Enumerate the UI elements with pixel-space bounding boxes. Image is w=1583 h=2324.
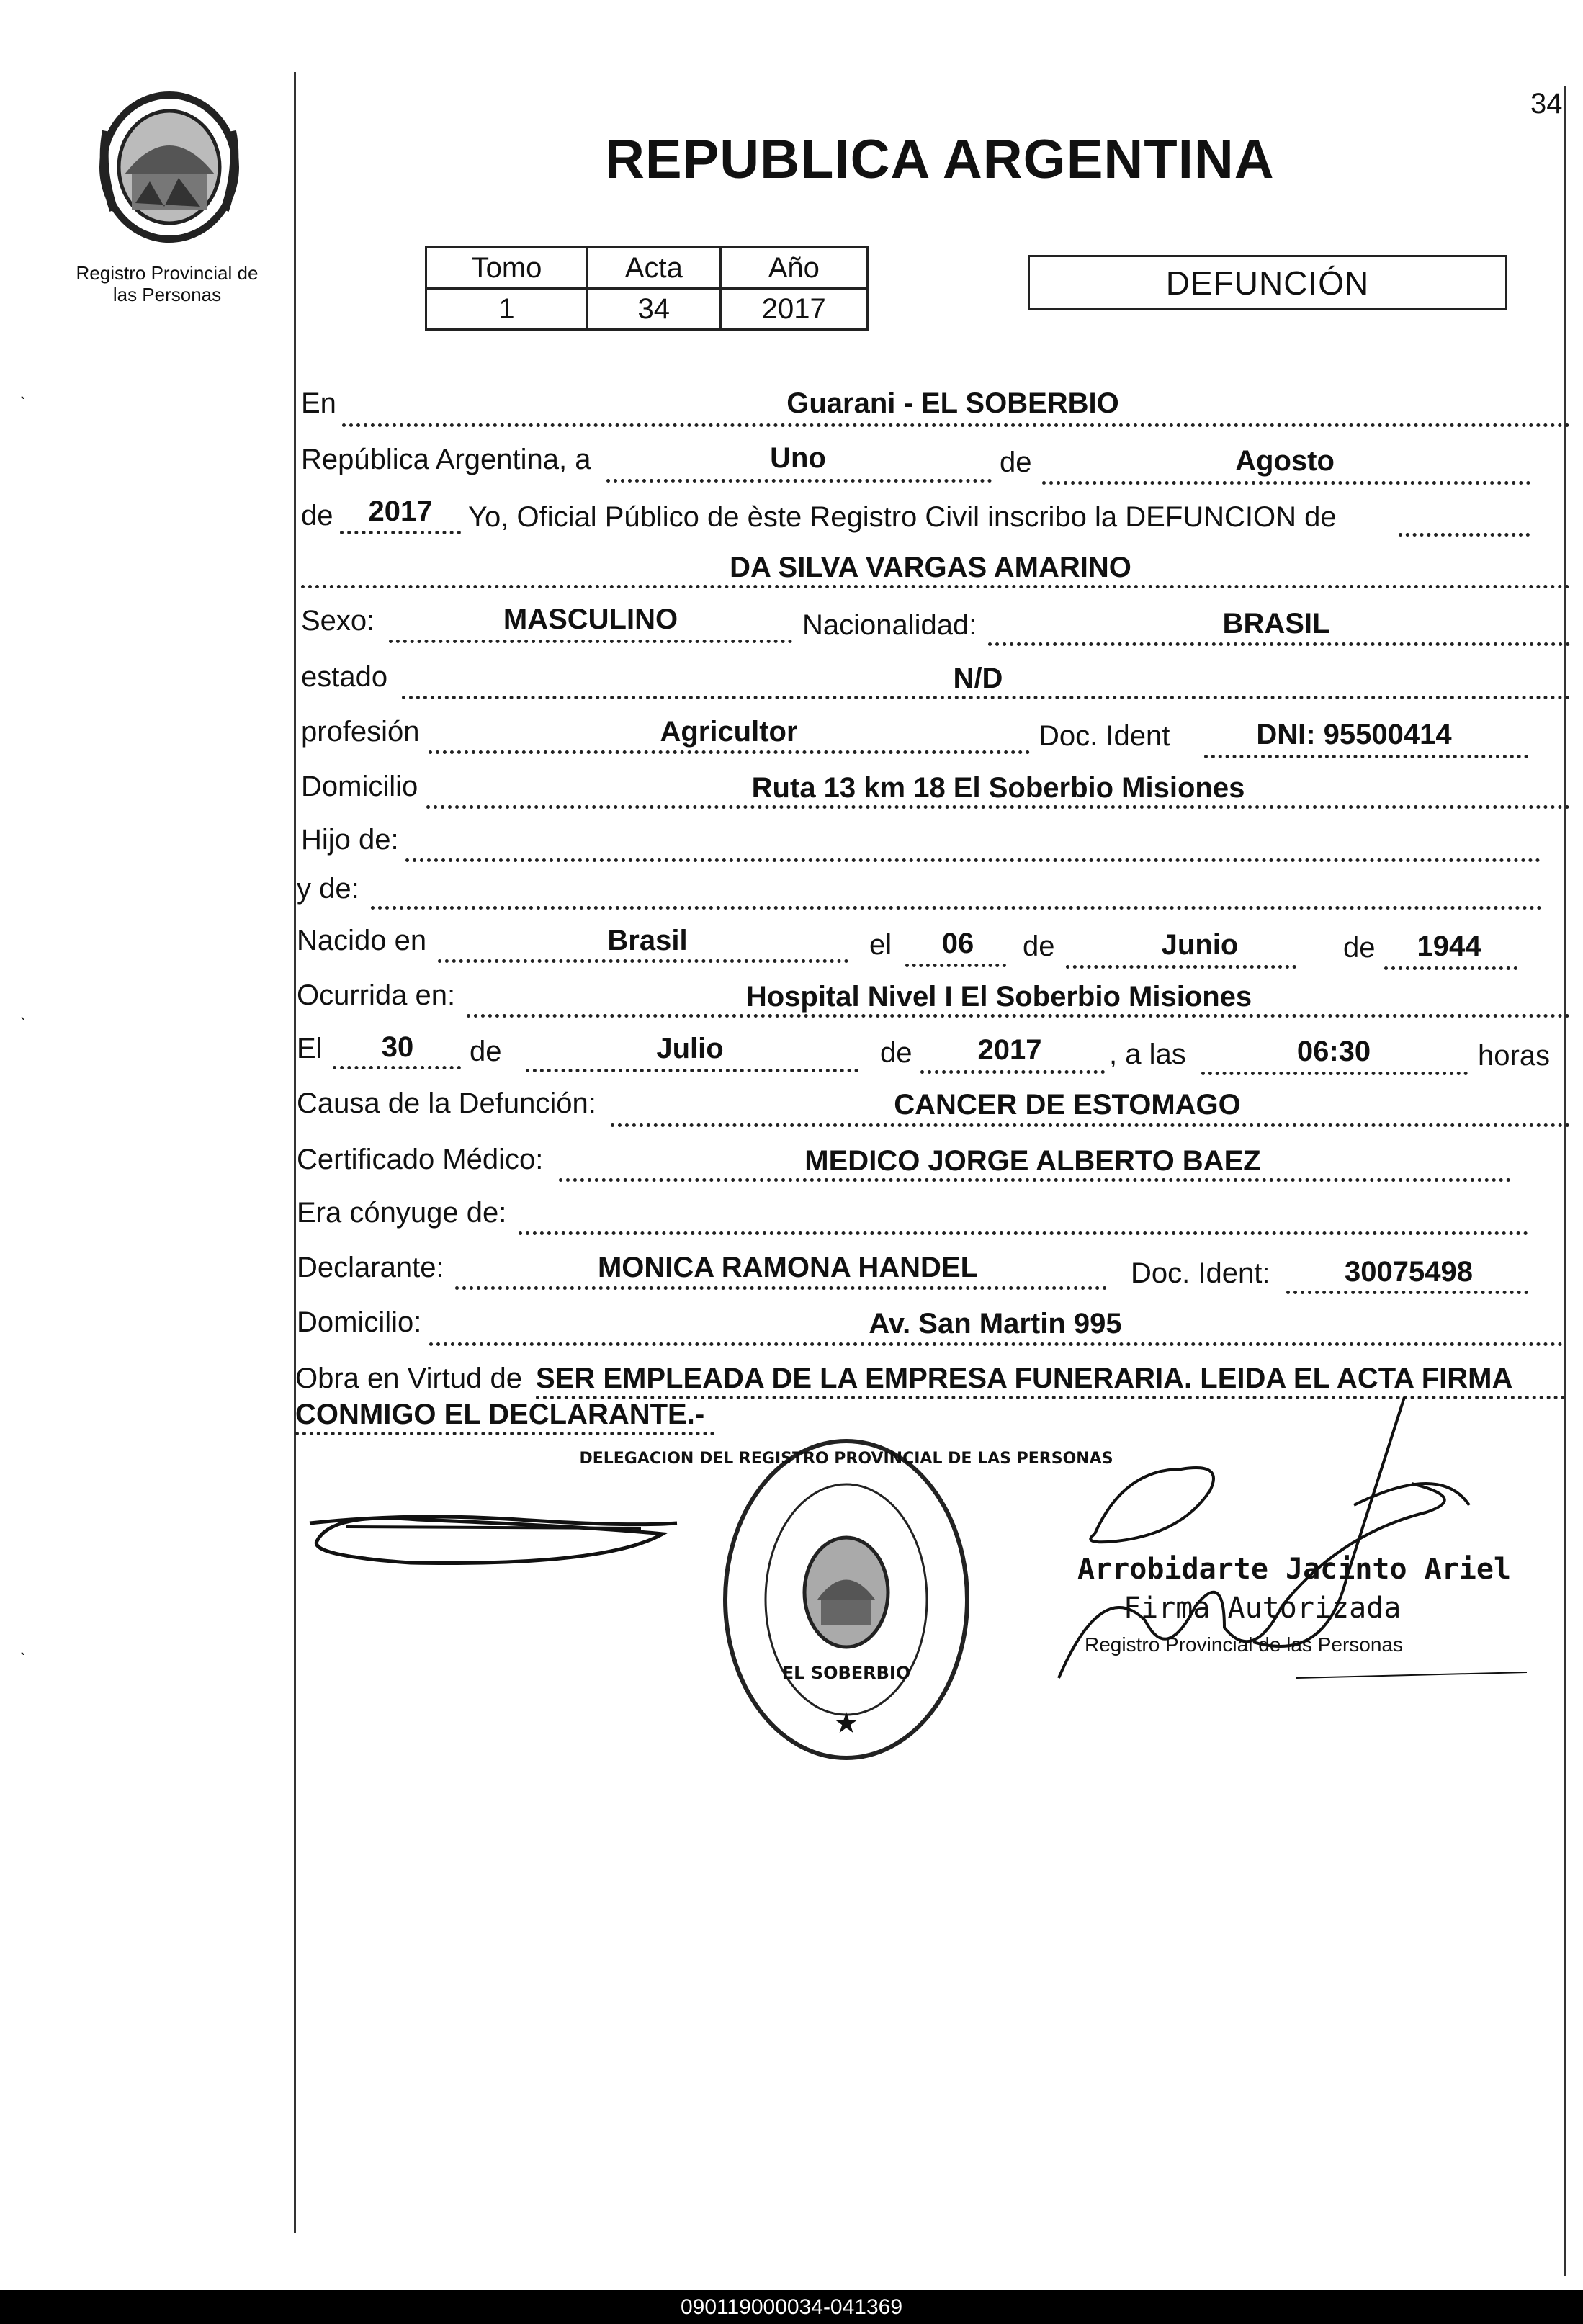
document-code-bar: 090119000034-041369 xyxy=(0,2290,1583,2324)
declarante-value: MONICA RAMONA HANDEL xyxy=(597,1252,979,1283)
nacionalidad-value: BRASIL xyxy=(1222,608,1330,640)
tomo-header: Tomo xyxy=(426,248,588,289)
tomo-value: 1 xyxy=(426,289,588,330)
causa-label: Causa de la Defunción: xyxy=(297,1087,596,1119)
death-day: 30 xyxy=(381,1031,414,1063)
birth-year-line xyxy=(1384,966,1517,970)
conyuge-label: Era cónyuge de: xyxy=(297,1197,507,1229)
en-value: Guarani - EL SOBERBIO xyxy=(786,387,1119,419)
profesion-label: profesión xyxy=(301,716,420,748)
day-line xyxy=(606,479,992,483)
month-value: Agosto xyxy=(1235,445,1335,477)
margin-mark: ˎ xyxy=(20,380,26,400)
causa-line xyxy=(611,1123,1570,1127)
ocurrida-line xyxy=(467,1014,1570,1018)
official-signature xyxy=(1037,1390,1541,1692)
left-margin-line xyxy=(294,72,296,2233)
ocurrida-value: Hospital Nivel I El Soberbio Misiones xyxy=(745,981,1252,1013)
estado-value: N/D xyxy=(953,663,1003,694)
birth-month: Junio xyxy=(1161,929,1239,961)
nacionalidad-line xyxy=(988,642,1570,646)
sexo-line xyxy=(389,640,792,643)
day-value: Uno xyxy=(770,442,826,474)
misiones-crest-icon xyxy=(92,88,246,246)
oficial-line xyxy=(1399,533,1530,537)
yde-line xyxy=(371,906,1542,910)
profesion-line xyxy=(429,750,1030,754)
margin-mark: ˎ xyxy=(20,1636,26,1656)
anio-value: 2017 xyxy=(720,289,867,330)
oficial-text: Yo, Oficial Público de èste Registro Civil inscribo la DEFUNCION de xyxy=(468,501,1337,533)
registry-line-1: Registro Provincial de xyxy=(76,262,259,284)
declarante-label: Declarante: xyxy=(297,1252,444,1283)
profesion-value: Agricultor xyxy=(660,716,798,748)
de-d2-label: de xyxy=(880,1037,912,1069)
sexo-value: MASCULINO xyxy=(503,604,678,635)
obra-line2 xyxy=(295,1432,714,1435)
certificado-line xyxy=(559,1178,1511,1182)
decl-domicilio-line xyxy=(429,1342,1563,1346)
estado-line xyxy=(402,696,1570,699)
signatory-name: Arrobidarte Jacinto Ariel xyxy=(1077,1553,1512,1586)
acta-header: Acta xyxy=(588,248,721,289)
nacido-value: Brasil xyxy=(607,925,688,956)
obra-label: Obra en Virtud de xyxy=(295,1363,523,1394)
nacido-label: Nacido en xyxy=(297,925,427,956)
yde-label: y de: xyxy=(297,873,359,905)
decl-domicilio-value: Av. San Martin 995 xyxy=(869,1308,1122,1340)
en-line xyxy=(342,423,1570,427)
registry-line-2: las Personas xyxy=(112,284,222,305)
deceased-name: DA SILVA VARGAS AMARINO xyxy=(730,552,1131,583)
nacido-line xyxy=(438,959,848,963)
obra-value-line1: SER EMPLEADA DE LA EMPRESA FUNERARIA. LEIDA EL ACTA FIRMA xyxy=(536,1363,1513,1394)
acta-value: 34 xyxy=(588,289,721,330)
decl-doc-line xyxy=(1286,1291,1528,1294)
declarant-signature-icon xyxy=(302,1484,691,1570)
de2-label: de xyxy=(301,500,333,531)
month-line xyxy=(1042,481,1530,485)
obra-value-line2: CONMIGO EL DECLARANTE.- xyxy=(295,1399,705,1430)
doc-value: DNI: 95500414 xyxy=(1256,719,1452,750)
causa-value: CANCER DE ESTOMAGO xyxy=(894,1089,1241,1121)
certificado-value: MEDICO JORGE ALBERTO BAEZ xyxy=(804,1145,1261,1177)
republica-label: República Argentina, a xyxy=(301,444,591,475)
hijo-line xyxy=(405,858,1541,862)
anio-header: Año xyxy=(720,248,867,289)
el-label: el xyxy=(869,929,892,961)
stamp-star-icon: ★ xyxy=(833,1707,859,1740)
el2-label: El xyxy=(297,1033,323,1064)
margin-mark: ˎ xyxy=(20,1001,26,1020)
horas-label: horas xyxy=(1478,1040,1551,1072)
en-label: En xyxy=(301,387,336,419)
de-b1-label: de xyxy=(1023,930,1055,962)
decl-domicilio-label: Domicilio: xyxy=(297,1306,422,1338)
ocurrida-label: Ocurrida en: xyxy=(297,979,456,1011)
alas-label: , a las xyxy=(1109,1038,1186,1070)
decl-doc-label: Doc. Ident: xyxy=(1131,1257,1270,1289)
delegation-stamp xyxy=(579,1430,1113,1769)
signatory-org: Registro Provincial de las Personas xyxy=(1085,1633,1403,1656)
stamp-text: DELEGACION DEL REGISTRO PROVINCIAL DE LAS PERSONAS xyxy=(579,1450,1113,1468)
stamp-inner-text: EL SOBERBIO xyxy=(781,1663,911,1683)
birth-day: 06 xyxy=(941,928,974,959)
right-margin-line xyxy=(1564,86,1566,2276)
doc-line xyxy=(1204,755,1528,758)
decl-doc-value: 30075498 xyxy=(1345,1256,1473,1288)
year-value: 2017 xyxy=(368,495,433,527)
domicilio-label: Domicilio xyxy=(301,771,418,802)
registry-name xyxy=(45,262,290,305)
death-time-line xyxy=(1201,1072,1468,1075)
conyuge-line xyxy=(519,1231,1528,1235)
de-d1-label: de xyxy=(470,1036,502,1067)
birth-day-line xyxy=(905,964,1006,967)
signatory-role: Firma Autorizada xyxy=(1124,1592,1402,1625)
declarant-signature xyxy=(302,1484,691,1570)
death-year: 2017 xyxy=(977,1034,1042,1066)
act-type-box: DEFUNCIÓN xyxy=(1028,255,1507,310)
domicilio-line xyxy=(426,805,1570,809)
year-line xyxy=(340,531,461,534)
declarante-line xyxy=(455,1286,1107,1290)
estado-label: estado xyxy=(301,661,388,693)
death-day-line xyxy=(333,1066,461,1069)
official-stamp-icon xyxy=(579,1430,1113,1769)
death-year-line xyxy=(920,1070,1105,1074)
certificado-label: Certificado Médico: xyxy=(297,1144,544,1175)
sexo-label: Sexo: xyxy=(301,605,375,637)
de-label: de xyxy=(1000,447,1032,478)
page-number: 34 xyxy=(1530,88,1563,120)
death-time: 06:30 xyxy=(1296,1036,1371,1067)
doc-label: Doc. Ident xyxy=(1039,720,1170,752)
province-logo xyxy=(92,88,246,246)
birth-year: 1944 xyxy=(1417,930,1481,962)
birth-month-line xyxy=(1066,965,1296,969)
domicilio-value: Ruta 13 km 18 El Soberbio Misiones xyxy=(751,772,1245,804)
hijo-label: Hijo de: xyxy=(301,824,399,856)
volume-table xyxy=(425,246,869,331)
de-b2-label: de xyxy=(1343,932,1376,964)
page-title: REPUBLICA ARGENTINA xyxy=(605,129,1275,190)
death-month-line xyxy=(526,1069,858,1072)
name-line xyxy=(301,585,1570,588)
nacionalidad-label: Nacionalidad: xyxy=(802,609,977,641)
death-month: Julio xyxy=(656,1033,724,1064)
